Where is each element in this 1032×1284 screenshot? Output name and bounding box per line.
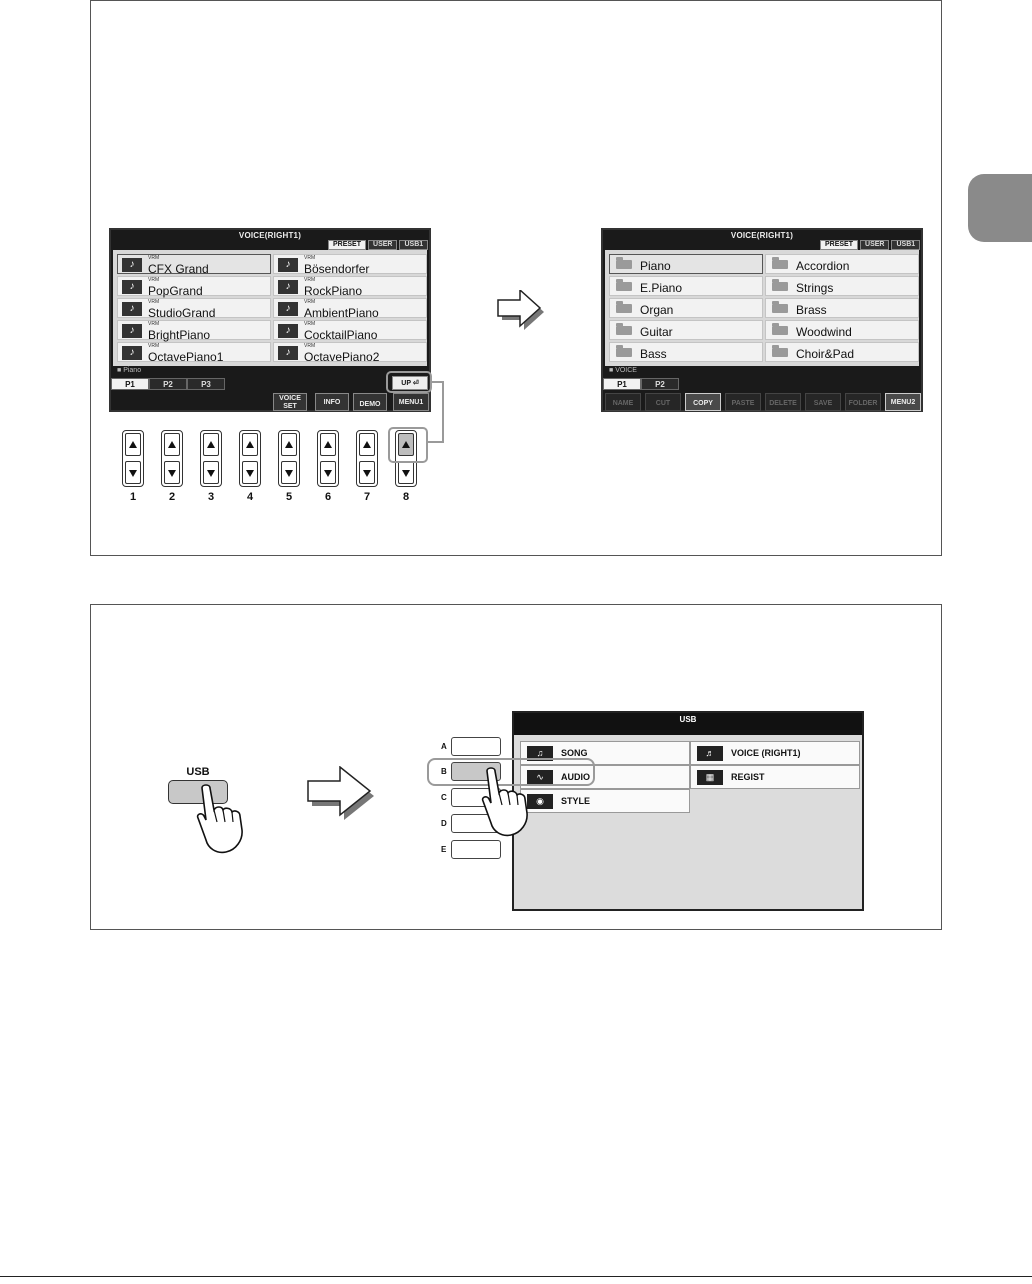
vrm-tag: VRM [148, 299, 160, 305]
info-button[interactable] [315, 393, 349, 411]
connector-line [442, 381, 444, 443]
tab-user[interactable]: USER [860, 240, 889, 250]
usb-item-label: STYLE [561, 796, 591, 806]
tab-preset[interactable]: PRESET [328, 240, 366, 250]
save-label: SAVE [813, 400, 833, 407]
voice-name: BrightPiano [148, 328, 211, 342]
folder-name: Brass [796, 303, 827, 317]
down-button[interactable] [203, 461, 219, 484]
voice-list [113, 250, 427, 366]
updown-button-5[interactable] [278, 430, 300, 487]
updown-button-4[interactable] [239, 430, 261, 487]
folder-icon [772, 326, 788, 335]
usb-screen [512, 711, 864, 911]
grand-piano-icon: ♪ [278, 280, 298, 294]
tab-usb1[interactable]: USB1 [399, 240, 428, 250]
updown-button-1[interactable] [122, 430, 144, 487]
up-button[interactable] [164, 433, 180, 456]
folder-path: ■ Piano [117, 367, 142, 374]
voice-item[interactable] [117, 298, 271, 318]
usb-item-style[interactable] [520, 789, 690, 813]
grand-piano-icon: ♪ [122, 280, 142, 294]
grand-piano-icon: ♪ [278, 346, 298, 360]
copy-button[interactable] [685, 393, 721, 411]
arrow-right-icon [306, 766, 378, 824]
up-button[interactable]: UP ⏎ [392, 376, 428, 390]
folder-icon [616, 260, 632, 269]
vrm-tag: VRM [148, 321, 160, 327]
triangle-down-icon [129, 470, 137, 477]
delete-button[interactable] [765, 393, 801, 411]
voice-name: AmbientPiano [304, 306, 379, 320]
button-number: 3 [207, 491, 215, 503]
button-number: 6 [324, 491, 332, 503]
updown-button-7[interactable] [356, 430, 378, 487]
folder-icon [616, 304, 632, 313]
voice-name: PopGrand [148, 284, 203, 298]
vrm-tag: VRM [304, 321, 316, 327]
folder-name: Piano [640, 259, 671, 273]
voice-name: RockPiano [304, 284, 363, 298]
voice-name: CocktailPiano [304, 328, 378, 342]
screen-title: VOICE(RIGHT1) [730, 231, 794, 240]
tab-user[interactable]: USER [368, 240, 397, 250]
grand-piano-icon: ♪ [122, 258, 142, 272]
folder-name: Accordion [796, 259, 850, 273]
triangle-down-icon [207, 470, 215, 477]
folder-name: E.Piano [640, 281, 683, 295]
up-button[interactable] [125, 433, 141, 456]
grand-piano-icon: ♪ [278, 258, 298, 272]
voice-set-label: VOICE SET [279, 395, 301, 410]
chapter-tab [968, 174, 1032, 242]
folder-item[interactable] [609, 276, 763, 296]
folder-item[interactable] [765, 298, 919, 318]
updown-button-2[interactable] [161, 430, 183, 487]
up-button[interactable] [359, 433, 375, 456]
triangle-down-icon [363, 470, 371, 477]
up-button[interactable] [320, 433, 336, 456]
side-label-d: D [441, 819, 447, 828]
voice-name: StudioGrand [148, 306, 216, 320]
side-label-e: E [441, 845, 447, 854]
vrm-tag: VRM [148, 255, 160, 261]
down-button[interactable] [359, 461, 375, 484]
folder-item[interactable] [609, 298, 763, 318]
vrm-tag: VRM [304, 277, 316, 283]
music-note-icon: ♫ [527, 746, 553, 761]
triangle-up-icon [129, 441, 137, 448]
button-8-highlight-ring [388, 427, 428, 463]
folder-path-label: Piano [123, 367, 142, 374]
folder-name: Bass [640, 347, 667, 361]
voice-item[interactable] [117, 276, 271, 296]
triangle-down-icon [402, 470, 410, 477]
voice-set-button[interactable] [273, 393, 307, 411]
menu1-button[interactable] [393, 393, 429, 411]
save-button[interactable] [805, 393, 841, 411]
page-tab-p2[interactable]: P2 [149, 378, 187, 390]
screen-title: VOICE(RIGHT1) [238, 231, 302, 240]
voice-selection-screen [109, 228, 431, 412]
triangle-up-icon [363, 441, 371, 448]
voice-name: OctavePiano2 [304, 350, 380, 364]
folder-path-label: VOICE [615, 367, 637, 374]
triangle-down-icon [168, 470, 176, 477]
voice-item[interactable] [117, 342, 271, 362]
vrm-tag: VRM [148, 277, 160, 283]
paste-label: PASTE [731, 400, 755, 407]
up-button[interactable] [242, 433, 258, 456]
folder-item[interactable] [765, 254, 919, 274]
tab-usb1[interactable]: USB1 [891, 240, 920, 250]
voice-item[interactable] [273, 254, 427, 274]
down-button[interactable] [398, 461, 414, 484]
waveform-icon: ∿ [527, 770, 553, 785]
folder-icon [616, 348, 632, 357]
folder-button[interactable] [845, 393, 881, 411]
grand-piano-icon: ♪ [278, 324, 298, 338]
voice-item[interactable] [273, 320, 427, 340]
info-label: INFO [323, 399, 341, 406]
cut-label: CUT [655, 400, 671, 407]
name-label: NAME [612, 400, 634, 407]
folder-item[interactable] [765, 320, 919, 340]
page-tab-p3[interactable]: P3 [187, 378, 225, 390]
page-bottom-rule [0, 1276, 1032, 1277]
triangle-down-icon [246, 470, 254, 477]
pressing-hand-icon [474, 765, 538, 837]
side-label-b: B [441, 767, 447, 776]
button-number: 5 [285, 491, 293, 503]
side-button-a[interactable] [451, 737, 501, 756]
triangle-up-icon [246, 441, 254, 448]
triangle-down-icon [285, 470, 293, 477]
folder-name: Strings [796, 281, 834, 295]
folder-icon [616, 282, 632, 291]
folder-icon [772, 260, 788, 269]
delete-label: DELETE [769, 400, 797, 407]
button-number: 1 [129, 491, 137, 503]
down-button[interactable] [164, 461, 180, 484]
voice-item[interactable] [117, 254, 271, 274]
up-button[interactable] [281, 433, 297, 456]
copy-label: COPY [693, 400, 713, 407]
folder-item[interactable] [609, 342, 763, 362]
voice-name: OctavePiano1 [148, 350, 224, 364]
triangle-down-icon [324, 470, 332, 477]
usb-item-label: SONG [561, 748, 588, 758]
folder-list [605, 250, 919, 366]
grand-piano-icon: ♪ [278, 302, 298, 316]
usb-button-label: USB [186, 766, 210, 778]
menu1-label: MENU1 [398, 399, 424, 406]
triangle-up-icon [285, 441, 293, 448]
folder-name: Choir&Pad [796, 347, 855, 361]
grand-piano-icon: ♪ [122, 324, 142, 338]
folder-name: Guitar [640, 325, 673, 339]
triangle-up-icon [324, 441, 332, 448]
folder-item[interactable] [609, 254, 763, 274]
button-number: 2 [168, 491, 176, 503]
demo-button[interactable] [353, 393, 387, 411]
button-number: 4 [246, 491, 254, 503]
down-button[interactable] [242, 461, 258, 484]
usb-item-label: AUDIO [561, 772, 590, 782]
usb-item-voice[interactable] [690, 741, 860, 765]
folder-item[interactable] [765, 342, 919, 362]
side-button-e[interactable] [451, 840, 501, 859]
menu2-label: MENU2 [890, 399, 916, 406]
down-button[interactable] [320, 461, 336, 484]
vrm-tag: VRM [304, 255, 316, 261]
up-button[interactable] [203, 433, 219, 456]
piano-icon: ♬ [697, 746, 723, 761]
button-number: 7 [363, 491, 371, 503]
folder-item[interactable] [609, 320, 763, 340]
vrm-tag: VRM [304, 343, 316, 349]
demo-label: DEMO [359, 401, 381, 408]
side-label-a: A [441, 742, 447, 751]
folder-icon [772, 282, 788, 291]
voice-item[interactable] [273, 276, 427, 296]
name-button[interactable] [605, 393, 641, 411]
side-label-c: C [441, 793, 447, 802]
drum-icon: ◉ [527, 794, 553, 809]
page-tab-p1[interactable]: P1 [603, 378, 641, 390]
cut-button[interactable] [645, 393, 681, 411]
folder-selection-screen [601, 228, 923, 412]
voice-item[interactable] [117, 320, 271, 340]
vrm-tag: VRM [148, 343, 160, 349]
usb-screen-title: USB [514, 713, 862, 735]
grand-piano-icon: ♪ [122, 302, 142, 316]
usb-item-label: REGIST [731, 772, 765, 782]
down-button[interactable] [125, 461, 141, 484]
triangle-up-icon [207, 441, 215, 448]
page-tab-p1[interactable]: P1 [111, 378, 149, 390]
folder-path: ■ VOICE [609, 367, 637, 374]
button-number: 8 [402, 491, 410, 503]
grand-piano-icon: ♪ [122, 346, 142, 360]
page-tab-p2[interactable]: P2 [641, 378, 679, 390]
registration-icon: ▦ [697, 770, 723, 785]
updown-button-6[interactable] [317, 430, 339, 487]
folder-label: FOLDER [848, 400, 878, 407]
voice-name: CFX Grand [148, 262, 209, 276]
folder-item[interactable] [765, 276, 919, 296]
menu2-button[interactable] [885, 393, 921, 411]
paste-button[interactable] [725, 393, 761, 411]
up-label: UP [401, 380, 411, 387]
folder-icon [772, 348, 788, 357]
tab-preset[interactable]: PRESET [820, 240, 858, 250]
voice-name: Bösendorfer [304, 262, 370, 276]
triangle-up-icon [168, 441, 176, 448]
down-button[interactable] [281, 461, 297, 484]
arrow-right-icon [496, 290, 548, 334]
vrm-tag: VRM [304, 299, 316, 305]
folder-name: Organ [640, 303, 674, 317]
usb-item-regist[interactable] [690, 765, 860, 789]
folder-icon [772, 304, 788, 313]
pressing-hand-icon [190, 782, 252, 854]
up-highlight-ring [386, 371, 432, 393]
voice-item[interactable] [273, 298, 427, 318]
updown-button-3[interactable] [200, 430, 222, 487]
folder-icon [616, 326, 632, 335]
folder-name: Woodwind [796, 325, 852, 339]
connector-line [428, 441, 444, 443]
usb-item-label: VOICE (RIGHT1) [731, 748, 801, 758]
voice-item[interactable] [273, 342, 427, 362]
